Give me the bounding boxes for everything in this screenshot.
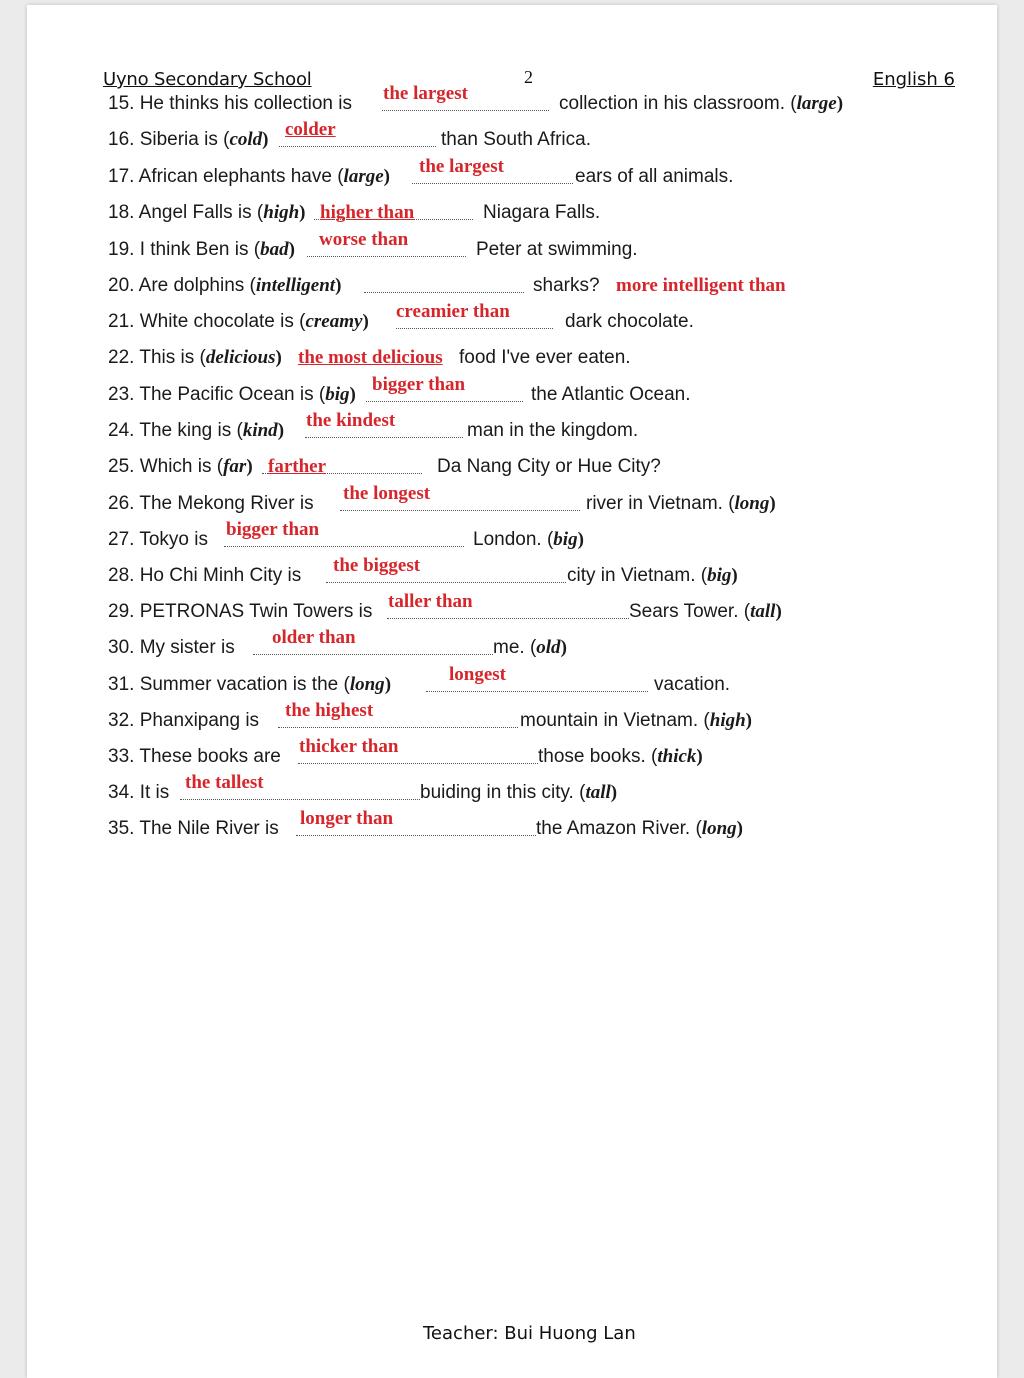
answer-text: worse than <box>319 229 409 250</box>
question-25: 25. Which is (far) farther Da Nang City or Hue City? <box>108 456 661 477</box>
question-text: 25. Which is ( <box>108 456 224 477</box>
word-hint: long <box>734 493 770 514</box>
question-17: 17. African elephants have (large) the largest ears of all animals. <box>108 156 734 187</box>
question-text: ears of all animals. <box>575 166 734 187</box>
question-text: than South Africa. <box>441 129 591 150</box>
question-text: 32. Phanxipang is <box>108 710 260 731</box>
word-hint: thick <box>657 746 697 767</box>
word-hint: large <box>796 93 837 114</box>
question-text: mountain in Vietnam. ( <box>520 710 710 731</box>
question-29: 29. PETRONAS Twin Towers is taller than Sears Tower. (tall) <box>108 591 782 622</box>
page-number: 2 <box>524 67 533 87</box>
answer-blank <box>326 582 566 583</box>
word-hint: far <box>223 456 247 477</box>
word-hint: large <box>343 166 384 187</box>
answer-blank <box>364 292 524 293</box>
answer-blank <box>180 799 420 800</box>
answer-text: the highest <box>285 700 374 721</box>
question-15: 15. He thinks his collection is the largest collection in his classroom. (large) <box>108 83 844 114</box>
question-text: sharks? <box>533 275 600 296</box>
answer-text: the biggest <box>333 555 421 576</box>
question-text: food I've ever eaten. <box>459 347 631 368</box>
answer-blank <box>278 727 518 728</box>
question-18: 18. Angel Falls is (high) higher than Niagara Falls. <box>108 202 601 223</box>
answer-blank <box>253 654 493 655</box>
question-26: 26. The Mekong River is the longest river in Vietnam. (long) <box>108 483 776 514</box>
answer-text: the longest <box>343 483 431 504</box>
word-hint: tall <box>750 601 776 622</box>
answer-blank <box>298 763 538 764</box>
question-text: the Atlantic Ocean. <box>531 384 691 405</box>
question-text: city in Vietnam. ( <box>567 565 708 586</box>
question-text: 33. These books are <box>108 746 281 767</box>
word-hint: long <box>349 674 385 695</box>
question-30: 30. My sister is older than me. (old) <box>108 627 567 658</box>
question-text: Niagara Falls. <box>483 202 601 223</box>
question-27: 27. Tokyo is bigger than London. (big) <box>108 519 584 550</box>
answer-text: more intelligent than <box>616 275 786 296</box>
question-text: 26. The Mekong River is <box>108 493 314 514</box>
question-text: 23. The Pacific Ocean is ( <box>108 384 326 405</box>
question-text: 20. Are dolphins ( <box>108 275 256 296</box>
answer-blank <box>426 691 648 692</box>
question-text: 31. Summer vacation is the ( <box>108 674 350 695</box>
school-name: Uyno Secondary School <box>103 69 312 90</box>
word-hint: tall <box>585 782 611 803</box>
word-hint: delicious <box>205 347 276 368</box>
word-hint: big <box>707 565 732 586</box>
word-hint: high <box>709 710 746 731</box>
answer-text: longer than <box>300 808 394 829</box>
question-text: the Amazon River. ( <box>536 818 702 839</box>
question-23: 23. The Pacific Ocean is (big) bigger than the Atlantic Ocean. <box>108 374 691 405</box>
question-text: vacation. <box>654 674 731 695</box>
question-text: 18. Angel Falls is ( <box>108 202 264 223</box>
answer-blank <box>396 328 553 329</box>
question-text: Peter at swimming. <box>476 239 638 260</box>
question-text: 16. Siberia is ( <box>108 129 230 150</box>
answer-text: thicker than <box>299 736 399 757</box>
word-hint: cold <box>229 129 263 150</box>
question-text: 30. My sister is <box>108 637 235 658</box>
answer-text: bigger than <box>372 374 466 395</box>
subject-label: English 6 <box>872 69 955 90</box>
question-text: Da Nang City or Hue City? <box>437 456 661 477</box>
answer-text: older than <box>272 627 356 648</box>
answer-text: longest <box>449 664 506 685</box>
word-hint: bad <box>260 239 289 260</box>
question-text: 35. The Nile River is <box>108 818 279 839</box>
answer-blank <box>387 618 629 619</box>
question-32: 32. Phanxipang is the highest mountain in Vietnam. (high) <box>108 700 752 731</box>
answer-text: colder <box>285 119 336 140</box>
question-34: 34. It is the tallest buiding in this city. (tall) <box>108 772 618 803</box>
answer-blank <box>366 401 523 402</box>
word-hint: kind <box>242 420 278 441</box>
question-31: 31. Summer vacation is the (long) longest vacation. <box>108 664 731 695</box>
question-text: 29. PETRONAS Twin Towers is <box>108 601 373 622</box>
answer-blank <box>412 183 573 184</box>
word-hint: big <box>325 384 350 405</box>
question-21: 21. White chocolate is (creamy) creamier than dark chocolate. <box>108 301 694 332</box>
word-hint: long <box>701 818 737 839</box>
question-19: 19. I think Ben is (bad) worse than Peter at swimming. <box>108 229 638 260</box>
answer-text: the most delicious <box>298 347 443 368</box>
answer-text: farther <box>268 456 327 477</box>
question-text: 24. The king is ( <box>108 420 243 441</box>
question-text: buiding in this city. ( <box>420 782 586 803</box>
question-text: dark chocolate. <box>565 311 694 332</box>
answer-text: taller than <box>388 591 473 612</box>
answer-text: the largest <box>419 156 504 177</box>
question-text: Sears Tower. ( <box>629 601 751 622</box>
question-text: river in Vietnam. ( <box>586 493 735 514</box>
question-20: 20. Are dolphins (intelligent) sharks? more intelligent than <box>108 275 786 296</box>
word-hint: creamy <box>305 311 363 332</box>
answer-text: the largest <box>383 83 468 104</box>
answer-blank <box>305 437 463 438</box>
question-text: 34. It is <box>108 782 170 803</box>
question-text: collection in his classroom. ( <box>559 93 797 114</box>
question-text: man in the kingdom. <box>467 420 639 441</box>
question-text: London. ( <box>473 529 554 550</box>
answer-blank <box>296 835 536 836</box>
word-hint: high <box>263 202 300 223</box>
question-16: 16. Siberia is (cold) colder than South Africa. <box>108 119 591 150</box>
question-text: 21. White chocolate is ( <box>108 311 306 332</box>
question-33: 33. These books are thicker than those books. (thick) <box>108 736 703 767</box>
question-text: 22. This is ( <box>108 347 206 368</box>
worksheet-page <box>27 5 997 1378</box>
answer-text: higher than <box>320 202 415 223</box>
question-text: 17. African elephants have ( <box>108 166 344 187</box>
teacher-name: Teacher: Bui Huong Lan <box>423 1323 636 1344</box>
answer-blank <box>224 546 464 547</box>
question-35: 35. The Nile River is longer than the Amazon River. (long) <box>108 808 743 839</box>
question-text: 28. Ho Chi Minh City is <box>108 565 302 586</box>
answer-text: the kindest <box>306 410 396 431</box>
word-hint: big <box>553 529 578 550</box>
question-text: 15. He thinks his collection is <box>108 93 352 114</box>
question-text: 19. I think Ben is ( <box>108 239 261 260</box>
question-text: those books. ( <box>538 746 658 767</box>
answer-text: bigger than <box>226 519 320 540</box>
word-hint: old <box>536 637 561 658</box>
question-28: 28. Ho Chi Minh City is the biggest city in Vietnam. (big) <box>108 555 738 586</box>
answer-blank <box>279 146 436 147</box>
question-text: me. ( <box>493 637 537 658</box>
answer-blank <box>382 110 549 111</box>
word-hint: intelligent <box>255 275 336 296</box>
question-24: 24. The king is (kind) the kindest man in the kingdom. <box>108 410 639 441</box>
answer-blank <box>307 256 466 257</box>
answer-blank <box>340 510 580 511</box>
question-text: 27. Tokyo is <box>108 529 208 550</box>
question-22: 22. This is (delicious) the most delicious food I've ever eaten. <box>108 347 631 368</box>
answer-text: creamier than <box>396 301 510 322</box>
answer-text: the tallest <box>185 772 264 793</box>
